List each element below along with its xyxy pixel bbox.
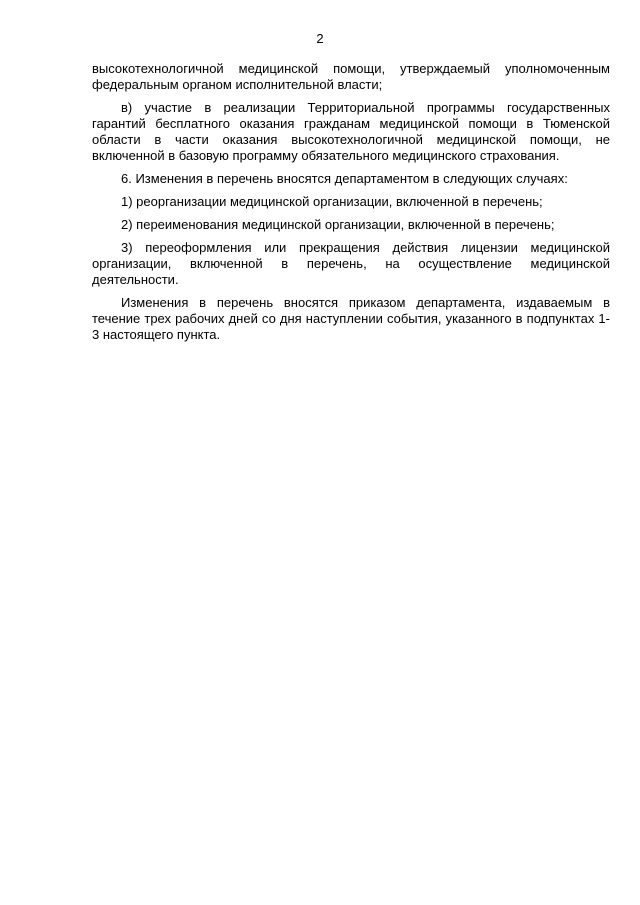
- paragraph-section-6: 6. Изменения в перечень вносятся департаментом в следующих случаях:: [121, 171, 568, 186]
- page-number: 2: [316, 31, 324, 46]
- paragraph-closing: Изменения в перечень вносятся приказом департамента, издаваемым в течение трех рабочих дней со дня наступлении события, указанного в подпунктах 1-3 настоящего пункта.: [92, 295, 610, 342]
- paragraph-continuation: высокотехнологичной медицинской помощи, утверждаемый уполномоченным федеральным органом исполнительной власти;: [92, 61, 610, 92]
- document-body: [92, 61, 610, 350]
- paragraph-subitem-3: 3) переоформления или прекращения действия лицензии медицинской организации, включенной в перечень, на осуществление медицинской деятельности.: [92, 240, 610, 287]
- paragraph-subitem-1: 1) реорганизации медицинской организации, включенной в перечень;: [121, 194, 543, 209]
- paragraph-subitem-2: 2) переименования медицинской организации, включенной в перечень;: [121, 217, 555, 232]
- paragraph-item-v: в) участие в реализации Территориальной программы государственных гарантий бесплатного оказания гражданам медицинской помощи в Тюменской области в части оказания высокотехнологичной медицинской помощи, не включенной в базовую программу обязательного медицинского страхования.: [92, 100, 610, 163]
